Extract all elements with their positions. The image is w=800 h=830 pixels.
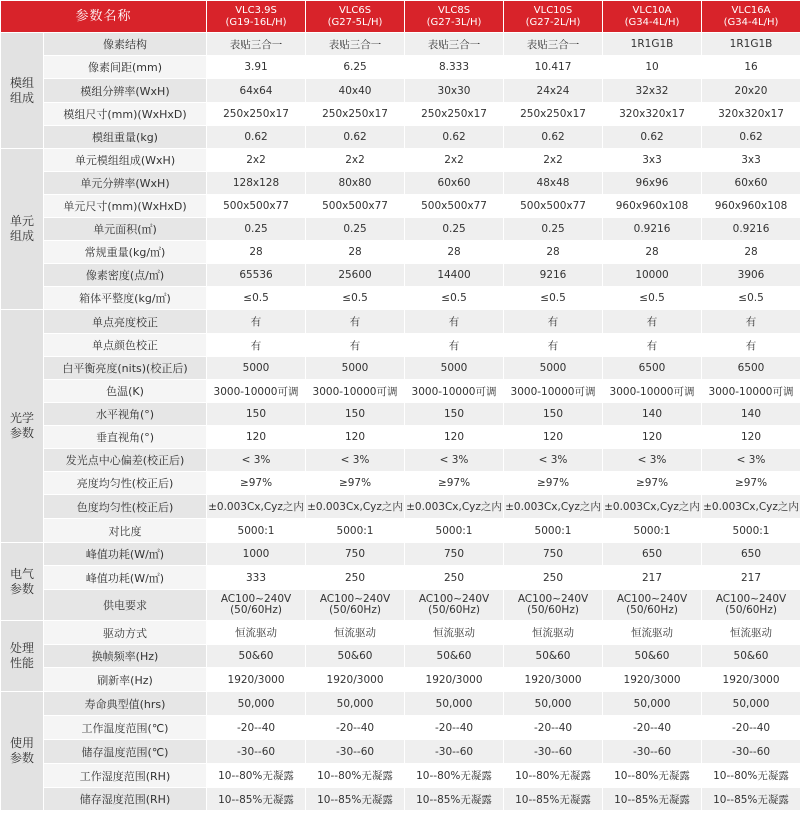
param-value: 60x60 bbox=[405, 172, 504, 195]
model-code: (G34-4L/H) bbox=[624, 16, 680, 28]
model-code: (G27-2L/H) bbox=[525, 16, 581, 28]
table-row bbox=[1, 472, 800, 495]
param-value: 1920/3000 bbox=[405, 668, 504, 692]
param-value: 10--85%无凝露 bbox=[504, 788, 603, 811]
param-value: 1R1G1B bbox=[603, 33, 702, 56]
model-name: VLC16A bbox=[731, 4, 771, 16]
param-value: AC100~240V (50/60Hz) bbox=[306, 590, 405, 621]
param-value: < 3% bbox=[207, 449, 306, 472]
param-label: 储存温度范围(℃) bbox=[44, 740, 207, 764]
param-value: ≤0.5 bbox=[405, 287, 504, 310]
param-value: 48x48 bbox=[504, 172, 603, 195]
param-value: 5000:1 bbox=[207, 519, 306, 543]
param-value: 120 bbox=[207, 426, 306, 449]
table-row bbox=[1, 357, 800, 380]
param-value: 10--80%无凝露 bbox=[405, 764, 504, 788]
param-value: < 3% bbox=[702, 449, 800, 472]
param-value: 0.62 bbox=[306, 126, 405, 149]
param-value: 320x320x17 bbox=[603, 103, 702, 126]
param-value: ±0.003Cx,Cyz之内 bbox=[702, 495, 800, 519]
param-value: 250x250x17 bbox=[207, 103, 306, 126]
model-name: VLC6S bbox=[338, 4, 372, 16]
table-row bbox=[1, 103, 800, 126]
param-value: 恒流驱动 bbox=[207, 621, 306, 645]
param-label: 发光点中心偏差(校正后) bbox=[44, 449, 207, 472]
param-value: -20--40 bbox=[207, 716, 306, 740]
param-value: -20--40 bbox=[405, 716, 504, 740]
param-value: 40x40 bbox=[306, 79, 405, 103]
param-value: 500x500x77 bbox=[504, 195, 603, 218]
param-value: 10--80%无凝露 bbox=[306, 764, 405, 788]
group-label: 处理性能 bbox=[1, 621, 44, 692]
param-label: 单元尺寸(mm)(WxHxD) bbox=[44, 195, 207, 218]
param-value: < 3% bbox=[405, 449, 504, 472]
param-value: 120 bbox=[306, 426, 405, 449]
param-label: 垂直视角(°) bbox=[44, 426, 207, 449]
param-label: 储存湿度范围(RH) bbox=[44, 788, 207, 811]
table-row bbox=[1, 334, 800, 357]
param-label: 像素结构 bbox=[44, 33, 207, 56]
param-value: 250x250x17 bbox=[504, 103, 603, 126]
param-value: 1920/3000 bbox=[207, 668, 306, 692]
param-value: 3000-10000可调 bbox=[207, 380, 306, 403]
param-value: AC100~240V (50/60Hz) bbox=[207, 590, 306, 621]
param-value: 恒流驱动 bbox=[405, 621, 504, 645]
param-label: 色度均匀性(校正后) bbox=[44, 495, 207, 519]
param-value: -30--60 bbox=[504, 740, 603, 764]
param-value: 250x250x17 bbox=[405, 103, 504, 126]
table-row bbox=[1, 33, 800, 56]
param-value: 10 bbox=[603, 56, 702, 79]
param-value: 9216 bbox=[504, 264, 603, 287]
param-value: 0.25 bbox=[306, 218, 405, 241]
param-value: 2x2 bbox=[306, 149, 405, 172]
param-name-header: 参数名称 bbox=[1, 1, 207, 33]
param-value: 500x500x77 bbox=[405, 195, 504, 218]
table-row bbox=[1, 449, 800, 472]
param-value: 10--80%无凝露 bbox=[603, 764, 702, 788]
param-value: ±0.003Cx,Cyz之内 bbox=[405, 495, 504, 519]
model-header bbox=[603, 1, 702, 33]
param-value: 0.62 bbox=[504, 126, 603, 149]
param-value: 250 bbox=[306, 566, 405, 590]
model-header bbox=[306, 1, 405, 33]
table-row bbox=[1, 403, 800, 426]
param-value: 5000 bbox=[504, 357, 603, 380]
param-value: 10--80%无凝露 bbox=[702, 764, 800, 788]
model-header bbox=[405, 1, 504, 33]
param-value: 有 bbox=[603, 310, 702, 334]
param-value: 2x2 bbox=[207, 149, 306, 172]
param-value: 14400 bbox=[405, 264, 504, 287]
param-value: 5000:1 bbox=[405, 519, 504, 543]
table-row bbox=[1, 426, 800, 449]
param-value: ≥97% bbox=[207, 472, 306, 495]
param-value: 表贴三合一 bbox=[504, 33, 603, 56]
param-value: 3.91 bbox=[207, 56, 306, 79]
param-label: 模组分辨率(WxH) bbox=[44, 79, 207, 103]
param-value: 0.62 bbox=[702, 126, 800, 149]
table-row bbox=[1, 788, 800, 811]
param-value: 150 bbox=[207, 403, 306, 426]
param-value: 10--85%无凝露 bbox=[306, 788, 405, 811]
param-value: 恒流驱动 bbox=[306, 621, 405, 645]
param-value: 0.25 bbox=[207, 218, 306, 241]
param-value: 10--80%无凝露 bbox=[207, 764, 306, 788]
param-value: 64x64 bbox=[207, 79, 306, 103]
param-label: 供电要求 bbox=[44, 590, 207, 621]
param-value: 2x2 bbox=[504, 149, 603, 172]
param-value: ±0.003Cx,Cyz之内 bbox=[504, 495, 603, 519]
param-value: 333 bbox=[207, 566, 306, 590]
param-value: 50,000 bbox=[306, 692, 405, 716]
param-value: 10.417 bbox=[504, 56, 603, 79]
param-value: 3000-10000可调 bbox=[603, 380, 702, 403]
param-value: ≥97% bbox=[504, 472, 603, 495]
param-value: 120 bbox=[702, 426, 800, 449]
param-value: -20--40 bbox=[702, 716, 800, 740]
param-value: 320x320x17 bbox=[702, 103, 800, 126]
param-label: 峰值功耗(W/㎡) bbox=[44, 566, 207, 590]
table-row bbox=[1, 740, 800, 764]
param-value: 恒流驱动 bbox=[504, 621, 603, 645]
param-value: -20--40 bbox=[504, 716, 603, 740]
param-value: 1000 bbox=[207, 543, 306, 566]
param-value: AC100~240V (50/60Hz) bbox=[702, 590, 800, 621]
param-value: 500x500x77 bbox=[207, 195, 306, 218]
param-value: 3x3 bbox=[702, 149, 800, 172]
param-value: 650 bbox=[702, 543, 800, 566]
param-value: < 3% bbox=[306, 449, 405, 472]
param-value: 有 bbox=[405, 334, 504, 357]
param-value: 150 bbox=[504, 403, 603, 426]
param-value: 750 bbox=[306, 543, 405, 566]
param-value: 28 bbox=[405, 241, 504, 264]
table-row bbox=[1, 716, 800, 740]
param-value: 有 bbox=[306, 334, 405, 357]
param-label: 模组重量(kg) bbox=[44, 126, 207, 149]
param-value: -30--60 bbox=[603, 740, 702, 764]
table-row bbox=[1, 287, 800, 310]
param-value: -20--40 bbox=[603, 716, 702, 740]
param-value: -30--60 bbox=[405, 740, 504, 764]
param-value: 25600 bbox=[306, 264, 405, 287]
param-label: 亮度均匀性(校正后) bbox=[44, 472, 207, 495]
param-value: 0.9216 bbox=[702, 218, 800, 241]
param-value: 28 bbox=[504, 241, 603, 264]
param-value: ≤0.5 bbox=[702, 287, 800, 310]
model-header bbox=[504, 1, 603, 33]
param-value: 10--85%无凝露 bbox=[603, 788, 702, 811]
param-value: 5000:1 bbox=[306, 519, 405, 543]
param-value: 5000:1 bbox=[603, 519, 702, 543]
param-value: 有 bbox=[702, 334, 800, 357]
param-value: 3000-10000可调 bbox=[306, 380, 405, 403]
param-label: 工作温度范围(℃) bbox=[44, 716, 207, 740]
param-value: -30--60 bbox=[702, 740, 800, 764]
param-value: 有 bbox=[702, 310, 800, 334]
table-row bbox=[1, 126, 800, 149]
param-value: 960x960x108 bbox=[603, 195, 702, 218]
param-value: 表贴三合一 bbox=[405, 33, 504, 56]
group-label: 使用参数 bbox=[1, 692, 44, 811]
model-code: (G34-4L/H) bbox=[723, 16, 779, 28]
param-value: AC100~240V (50/60Hz) bbox=[504, 590, 603, 621]
param-value: 217 bbox=[603, 566, 702, 590]
param-label: 箱体平整度(kg/㎡) bbox=[44, 287, 207, 310]
param-value: 50,000 bbox=[207, 692, 306, 716]
table-row bbox=[1, 310, 800, 334]
param-value: 10--80%无凝露 bbox=[504, 764, 603, 788]
param-value: 28 bbox=[207, 241, 306, 264]
table-row bbox=[1, 519, 800, 543]
table-row bbox=[1, 566, 800, 590]
param-value: 0.25 bbox=[504, 218, 603, 241]
param-value: AC100~240V (50/60Hz) bbox=[603, 590, 702, 621]
param-value: 96x96 bbox=[603, 172, 702, 195]
param-value: 150 bbox=[405, 403, 504, 426]
table-row bbox=[1, 668, 800, 692]
param-value: 0.62 bbox=[207, 126, 306, 149]
param-value: 3000-10000可调 bbox=[504, 380, 603, 403]
param-value: ≤0.5 bbox=[603, 287, 702, 310]
group-label: 电气参数 bbox=[1, 543, 44, 621]
param-value: 30x30 bbox=[405, 79, 504, 103]
param-value: 50&60 bbox=[405, 645, 504, 668]
param-label: 单点亮度校正 bbox=[44, 310, 207, 334]
param-value: 恒流驱动 bbox=[603, 621, 702, 645]
param-value: 50,000 bbox=[405, 692, 504, 716]
param-value: 5000 bbox=[207, 357, 306, 380]
param-value: < 3% bbox=[603, 449, 702, 472]
param-value: 0.25 bbox=[405, 218, 504, 241]
table-row bbox=[1, 79, 800, 103]
param-value: 960x960x108 bbox=[702, 195, 800, 218]
param-value: 6.25 bbox=[306, 56, 405, 79]
group-label: 模组组成 bbox=[1, 33, 44, 149]
param-value: 16 bbox=[702, 56, 800, 79]
param-value: ±0.003Cx,Cyz之内 bbox=[603, 495, 702, 519]
param-value: 650 bbox=[603, 543, 702, 566]
model-name: VLC3.9S bbox=[235, 4, 277, 16]
param-value: 50&60 bbox=[306, 645, 405, 668]
param-value: 8.333 bbox=[405, 56, 504, 79]
param-value: 500x500x77 bbox=[306, 195, 405, 218]
param-value: ±0.003Cx,Cyz之内 bbox=[306, 495, 405, 519]
param-value: 10--85%无凝露 bbox=[207, 788, 306, 811]
param-value: 120 bbox=[405, 426, 504, 449]
header-row bbox=[1, 1, 800, 33]
param-value: 217 bbox=[702, 566, 800, 590]
param-value: 10--85%无凝露 bbox=[405, 788, 504, 811]
param-label: 单元面积(㎡) bbox=[44, 218, 207, 241]
param-label: 对比度 bbox=[44, 519, 207, 543]
param-label: 白平衡亮度(nits)(校正后) bbox=[44, 357, 207, 380]
param-value: 750 bbox=[405, 543, 504, 566]
param-value: < 3% bbox=[504, 449, 603, 472]
param-value: 750 bbox=[504, 543, 603, 566]
param-value: 60x60 bbox=[702, 172, 800, 195]
group-label: 光学参数 bbox=[1, 310, 44, 543]
param-value: 65536 bbox=[207, 264, 306, 287]
table-row bbox=[1, 149, 800, 172]
table-row bbox=[1, 380, 800, 403]
param-value: 50&60 bbox=[603, 645, 702, 668]
param-value: ≥97% bbox=[405, 472, 504, 495]
param-value: 50&60 bbox=[504, 645, 603, 668]
param-value: ≤0.5 bbox=[306, 287, 405, 310]
param-label: 工作湿度范围(RH) bbox=[44, 764, 207, 788]
param-value: 50&60 bbox=[207, 645, 306, 668]
table-row bbox=[1, 195, 800, 218]
param-value: 3906 bbox=[702, 264, 800, 287]
param-value: 1R1G1B bbox=[702, 33, 800, 56]
model-name: VLC8S bbox=[437, 4, 471, 16]
param-value: 10--85%无凝露 bbox=[702, 788, 800, 811]
param-value: 5000:1 bbox=[702, 519, 800, 543]
param-value: AC100~240V (50/60Hz) bbox=[405, 590, 504, 621]
param-label: 像素间距(mm) bbox=[44, 56, 207, 79]
param-label: 刷新率(Hz) bbox=[44, 668, 207, 692]
model-code: (G27-3L/H) bbox=[426, 16, 482, 28]
param-value: 28 bbox=[702, 241, 800, 264]
group-label: 单元组成 bbox=[1, 149, 44, 310]
model-header bbox=[207, 1, 306, 33]
param-value: 有 bbox=[504, 334, 603, 357]
param-value: 1920/3000 bbox=[504, 668, 603, 692]
param-value: 有 bbox=[504, 310, 603, 334]
param-value: 有 bbox=[207, 310, 306, 334]
param-label: 寿命典型值(hrs) bbox=[44, 692, 207, 716]
param-value: 有 bbox=[207, 334, 306, 357]
model-code: (G19-16L/H) bbox=[225, 16, 287, 28]
table-row bbox=[1, 621, 800, 645]
table-row bbox=[1, 764, 800, 788]
param-value: ≥97% bbox=[603, 472, 702, 495]
param-label: 驱动方式 bbox=[44, 621, 207, 645]
param-value: 32x32 bbox=[603, 79, 702, 103]
param-value: 128x128 bbox=[207, 172, 306, 195]
table-row bbox=[1, 543, 800, 566]
param-value: 1920/3000 bbox=[603, 668, 702, 692]
param-value: 0.62 bbox=[405, 126, 504, 149]
table-row bbox=[1, 264, 800, 287]
param-value: 120 bbox=[504, 426, 603, 449]
param-label: 单元分辨率(WxH) bbox=[44, 172, 207, 195]
table-row bbox=[1, 241, 800, 264]
param-label: 单元模组组成(WxH) bbox=[44, 149, 207, 172]
param-value: 50,000 bbox=[603, 692, 702, 716]
param-label: 模组尺寸(mm)(WxHxD) bbox=[44, 103, 207, 126]
param-value: 140 bbox=[603, 403, 702, 426]
param-label: 峰值功耗(W/㎡) bbox=[44, 543, 207, 566]
param-value: 150 bbox=[306, 403, 405, 426]
param-value: ≤0.5 bbox=[504, 287, 603, 310]
param-value: 0.9216 bbox=[603, 218, 702, 241]
param-value: 3000-10000可调 bbox=[702, 380, 800, 403]
param-value: 有 bbox=[603, 334, 702, 357]
param-value: 6500 bbox=[702, 357, 800, 380]
param-value: 6500 bbox=[603, 357, 702, 380]
model-name: VLC10A bbox=[632, 4, 672, 16]
table-row bbox=[1, 172, 800, 195]
param-label: 水平视角(°) bbox=[44, 403, 207, 426]
param-value: -20--40 bbox=[306, 716, 405, 740]
param-value: 5000 bbox=[306, 357, 405, 380]
param-value: 表贴三合一 bbox=[306, 33, 405, 56]
param-value: 1920/3000 bbox=[306, 668, 405, 692]
param-value: 1920/3000 bbox=[702, 668, 800, 692]
param-label: 换帧频率(Hz) bbox=[44, 645, 207, 668]
param-value: 表贴三合一 bbox=[207, 33, 306, 56]
param-value: 50,000 bbox=[504, 692, 603, 716]
param-value: ≥97% bbox=[702, 472, 800, 495]
param-value: -30--60 bbox=[207, 740, 306, 764]
param-value: 250x250x17 bbox=[306, 103, 405, 126]
param-value: 0.62 bbox=[603, 126, 702, 149]
param-label: 单点颜色校正 bbox=[44, 334, 207, 357]
table-row bbox=[1, 590, 800, 621]
param-label: 像素密度(点/㎡) bbox=[44, 264, 207, 287]
model-code: (G27-5L/H) bbox=[327, 16, 383, 28]
table-row bbox=[1, 218, 800, 241]
param-value: 250 bbox=[504, 566, 603, 590]
param-value: 有 bbox=[306, 310, 405, 334]
table-row bbox=[1, 645, 800, 668]
param-value: 80x80 bbox=[306, 172, 405, 195]
param-value: 3000-10000可调 bbox=[405, 380, 504, 403]
table-row bbox=[1, 692, 800, 716]
model-header bbox=[702, 1, 800, 33]
param-value: 50&60 bbox=[702, 645, 800, 668]
param-value: 有 bbox=[405, 310, 504, 334]
param-value: 10000 bbox=[603, 264, 702, 287]
param-value: ≤0.5 bbox=[207, 287, 306, 310]
param-value: 140 bbox=[702, 403, 800, 426]
param-value: ≥97% bbox=[306, 472, 405, 495]
param-value: 5000 bbox=[405, 357, 504, 380]
param-value: 50,000 bbox=[702, 692, 800, 716]
param-value: 2x2 bbox=[405, 149, 504, 172]
param-value: 28 bbox=[306, 241, 405, 264]
table-row bbox=[1, 56, 800, 79]
param-value: 5000:1 bbox=[504, 519, 603, 543]
param-value: 20x20 bbox=[702, 79, 800, 103]
param-value: 恒流驱动 bbox=[702, 621, 800, 645]
param-label: 常规重量(kg/㎡) bbox=[44, 241, 207, 264]
param-value: 24x24 bbox=[504, 79, 603, 103]
model-name: VLC10S bbox=[533, 4, 573, 16]
param-value: 250 bbox=[405, 566, 504, 590]
param-value: 3x3 bbox=[603, 149, 702, 172]
param-value: 120 bbox=[603, 426, 702, 449]
table-row bbox=[1, 495, 800, 519]
param-value: -30--60 bbox=[306, 740, 405, 764]
param-value: 28 bbox=[603, 241, 702, 264]
param-label: 色温(K) bbox=[44, 380, 207, 403]
param-value: ±0.003Cx,Cyz之内 bbox=[207, 495, 306, 519]
